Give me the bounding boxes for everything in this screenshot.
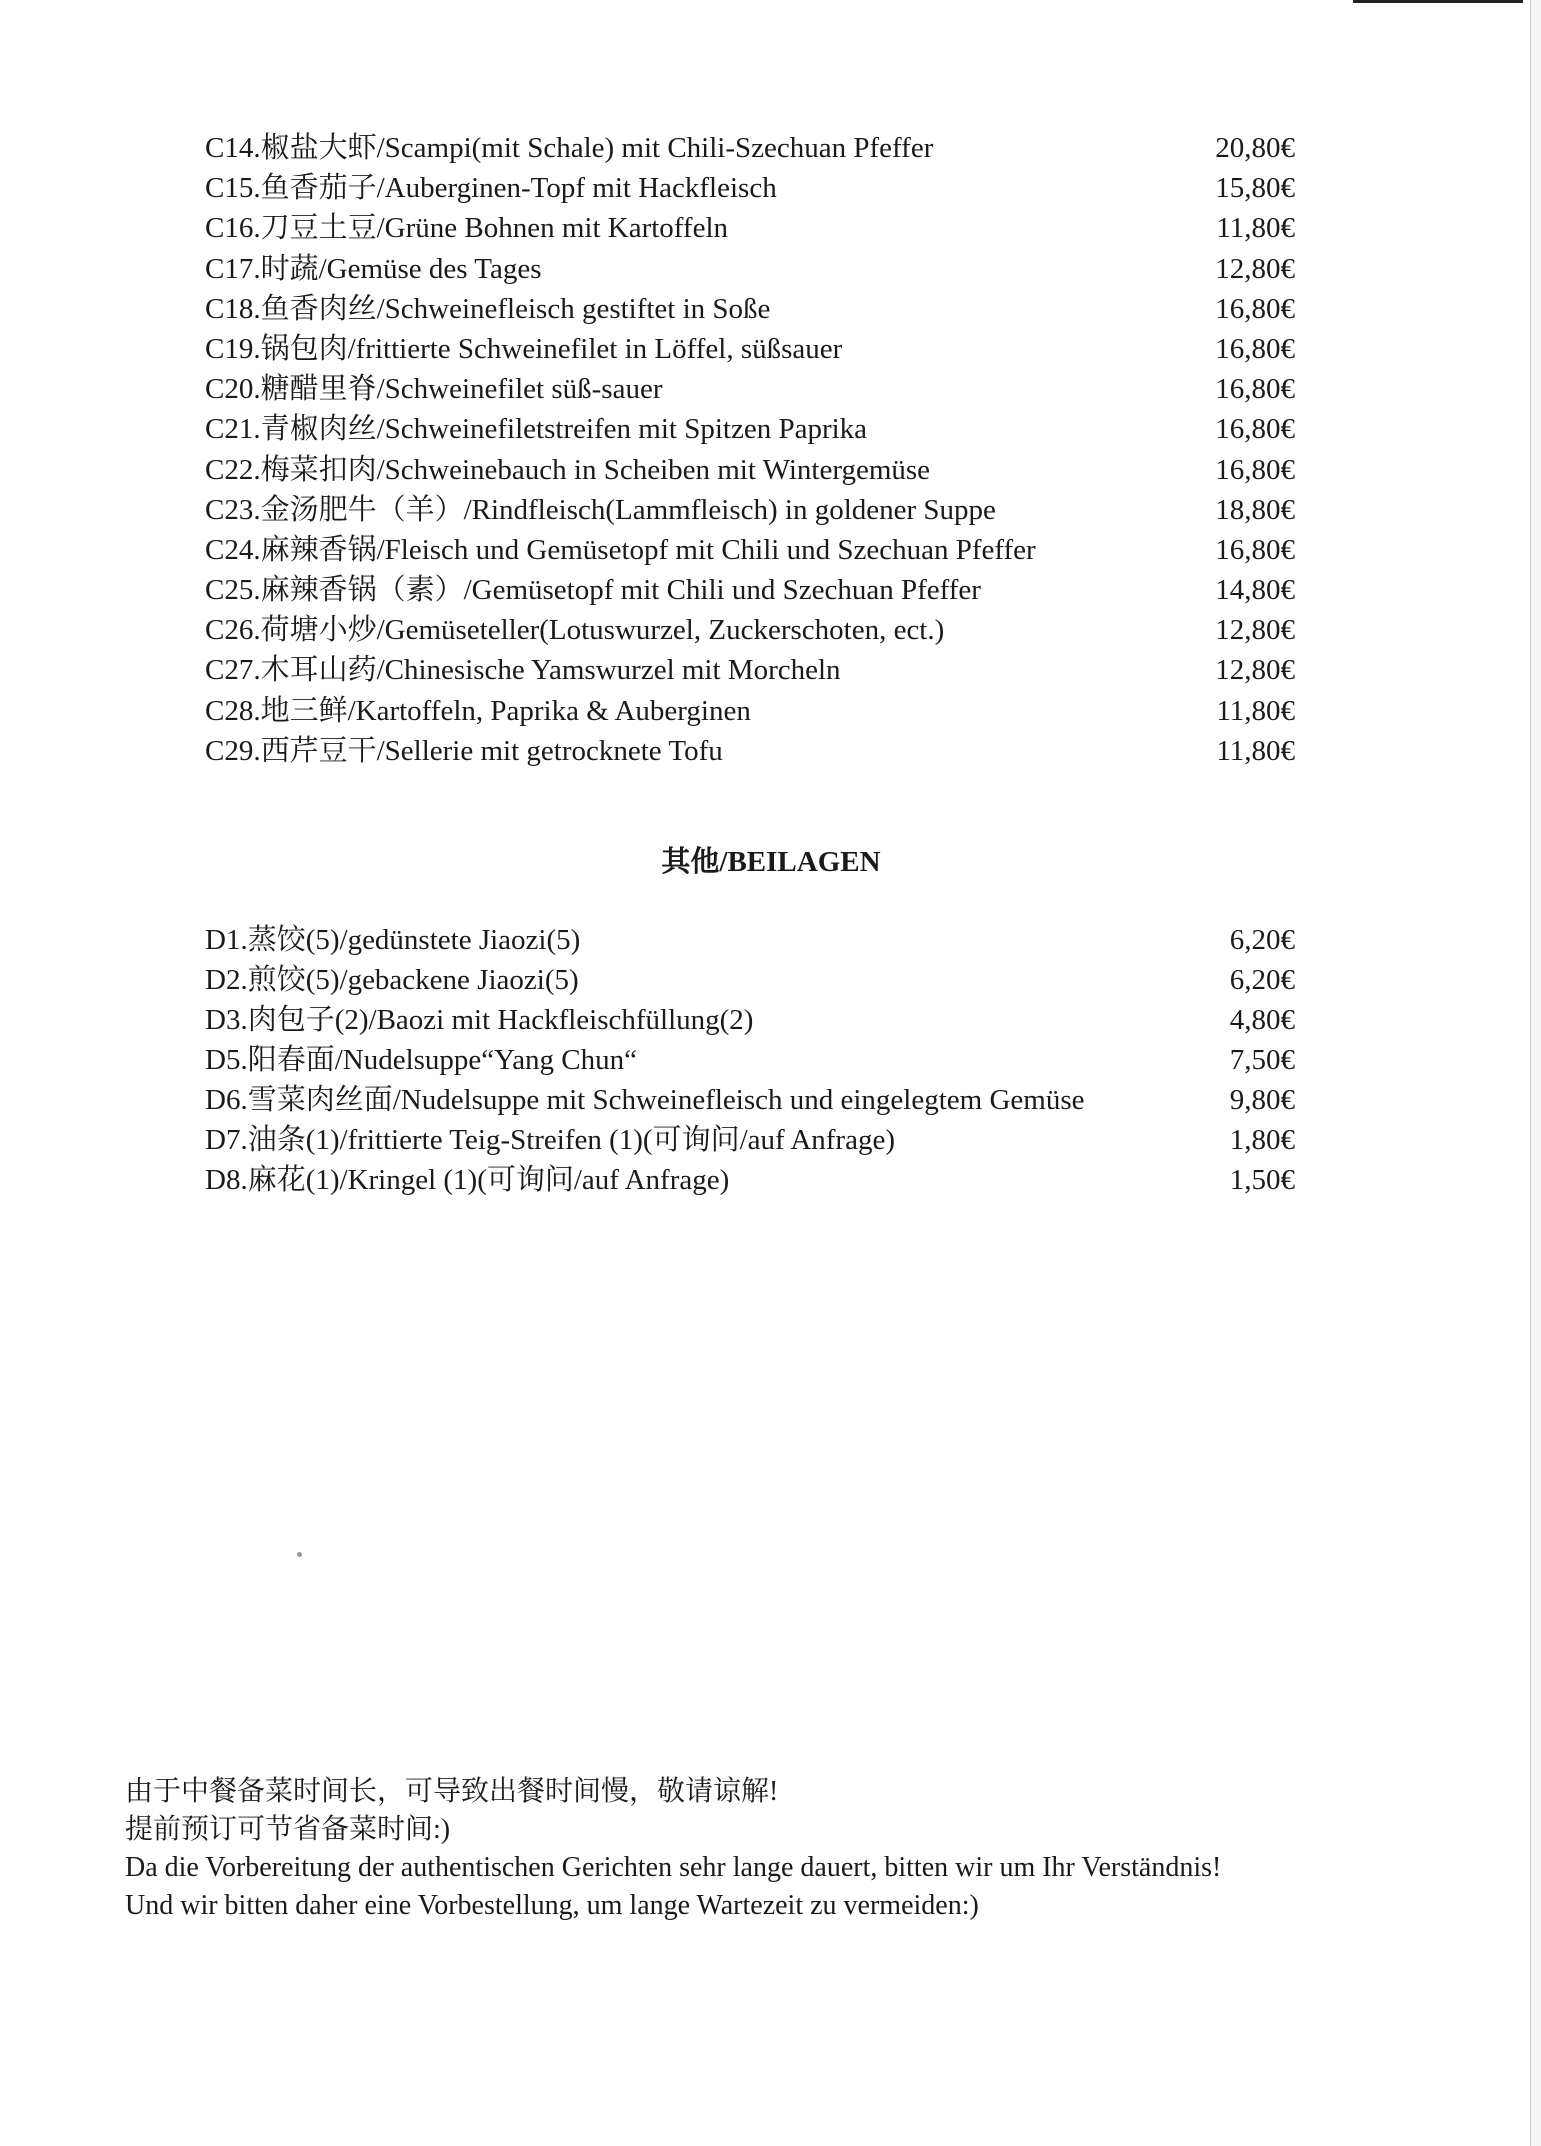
menu-item [205, 570, 1295, 610]
dish-name: C15.鱼香茄子/Auberginen-Topf mit Hackfleisch [205, 172, 777, 205]
dish-price: 4,80€ [1229, 1004, 1295, 1036]
dish-name: D8.麻花(1)/Kringel (1)(可询问/auf Anfrage) [205, 1164, 730, 1196]
dish-price: 11,80€ [1216, 694, 1295, 727]
dish-price: 16,80€ [1215, 533, 1295, 566]
dish-name: C19.锅包肉/frittierte Schweinefilet in Löffel, süßsauer [205, 332, 843, 365]
menu-item [205, 409, 1295, 449]
menu-item [205, 208, 1295, 248]
menu-item [205, 329, 1295, 369]
dish-name: C18.鱼香肉丝/Schweinefleisch gestiftet in Soße [205, 292, 771, 325]
dish-price: 12,80€ [1215, 252, 1295, 285]
dish-price: 16,80€ [1215, 373, 1295, 406]
menu-item [205, 920, 1295, 960]
menu-item [205, 289, 1295, 329]
menu-item [205, 128, 1295, 168]
menu-item [205, 960, 1295, 1000]
dish-price: 12,80€ [1215, 654, 1295, 687]
dish-price: 15,80€ [1215, 172, 1295, 205]
dish-name: C17.时蔬/Gemüse des Tages [205, 252, 542, 285]
dish-name: C14.椒盐大虾/Scampi(mit Schale) mit Chili-Szechuan Pfeffer [205, 132, 934, 164]
notice-line: 由于中餐备菜时间长，可导致出餐时间慢，敬请谅解! [125, 1776, 779, 1807]
dish-price: 18,80€ [1215, 493, 1295, 526]
dish-name: D6.雪菜肉丝面/Nudelsuppe mit Schweinefleisch und eingelegtem Gemüse [205, 1084, 1085, 1116]
dish-price: 12,80€ [1215, 614, 1295, 647]
dish-name: C29.西芹豆干/Sellerie mit getrocknete Tofu [205, 734, 723, 767]
menu-item [205, 369, 1295, 409]
menu-item [205, 450, 1295, 490]
dish-name: C16.刀豆土豆/Grüne Bohnen mit Kartoffeln [205, 212, 729, 245]
menu-section-c [205, 128, 1295, 771]
dish-price: 11,80€ [1216, 212, 1295, 245]
dish-name: C24.麻辣香锅/Fleisch und Gemüsetopf mit Chili und Szechuan Pfeffer [205, 533, 1036, 566]
dish-name: C21.青椒肉丝/Schweinefiletstreifen mit Spitzen Paprika [205, 413, 868, 446]
dish-name: C27.木耳山药/Chinesische Yamswurzel mit Morcheln [205, 654, 841, 687]
menu-item [205, 1080, 1295, 1120]
dish-price: 6,20€ [1229, 964, 1295, 996]
dish-price: 1,80€ [1229, 1124, 1295, 1156]
dish-price: 16,80€ [1215, 332, 1295, 365]
notice-block [125, 1773, 1375, 1925]
dish-price: 14,80€ [1215, 574, 1295, 607]
page-edge [1530, 0, 1541, 2146]
menu-item [205, 168, 1295, 208]
notice-line: 提前预订可节省备菜时间:) [125, 1814, 451, 1845]
menu-item [205, 610, 1295, 650]
menu-item [205, 731, 1295, 771]
section-title-text: 其他/BEILAGEN [661, 846, 881, 878]
notice-line: Und wir bitten daher eine Vorbestellung, um lange Wartezeit zu vermeiden:) [125, 1890, 979, 1921]
menu-item [205, 1000, 1295, 1040]
dish-price: 11,80€ [1216, 734, 1295, 767]
dish-name: C28.地三鲜/Kartoffeln, Paprika & Auberginen [205, 694, 751, 727]
dish-name: C20.糖醋里脊/Schweinefilet süß-sauer [205, 373, 663, 406]
menu-item [205, 691, 1295, 731]
menu-item [205, 1120, 1295, 1160]
dish-name: D7.油条(1)/frittierte Teig-Streifen (1)(可询问/auf Anfrage) [205, 1124, 895, 1156]
dish-price: 1,50€ [1229, 1164, 1295, 1196]
dish-name: C23.金汤肥牛（羊）/Rindfleisch(Lammfleisch) in goldener Suppe [205, 493, 996, 526]
dish-price: 6,20€ [1229, 924, 1295, 956]
notice-line: Da die Vorbereitung der authentischen Gerichten sehr lange dauert, bitten wir um Ihr Verständnis! [125, 1852, 1222, 1883]
dish-name: D1.蒸饺(5)/gedünstete Jiaozi(5) [205, 924, 581, 956]
menu-section-d [205, 920, 1295, 1200]
menu-item [205, 1040, 1295, 1080]
dish-price: 20,80€ [1215, 132, 1295, 164]
menu-item [205, 650, 1295, 690]
dish-name: D3.肉包子(2)/Baozi mit Hackfleischfüllung(2) [205, 1004, 754, 1036]
scan-dot [297, 1552, 302, 1557]
section-title-beilagen [0, 842, 1541, 882]
dish-name: C22.梅菜扣肉/Schweinebauch in Scheiben mit Wintergemüse [205, 453, 931, 486]
dish-name: D2.煎饺(5)/gebackene Jiaozi(5) [205, 964, 579, 996]
dish-name: C26.荷塘小炒/Gemüseteller(Lotuswurzel, Zuckerschoten, ect.) [205, 614, 945, 647]
menu-item [205, 490, 1295, 530]
dish-name: D5.阳春面/Nudelsuppe“Yang Chun“ [205, 1044, 638, 1076]
dish-name: C25.麻辣香锅（素）/Gemüsetopf mit Chili und Szechuan Pfeffer [205, 574, 981, 607]
dish-price: 16,80€ [1215, 292, 1295, 325]
menu-item [205, 249, 1295, 289]
menu-item [205, 530, 1295, 570]
dish-price: 9,80€ [1229, 1084, 1295, 1116]
dish-price: 16,80€ [1215, 413, 1295, 446]
dish-price: 7,50€ [1229, 1044, 1295, 1076]
dish-price: 16,80€ [1215, 453, 1295, 486]
corner-mark [1353, 0, 1523, 3]
menu-item [205, 1160, 1295, 1200]
